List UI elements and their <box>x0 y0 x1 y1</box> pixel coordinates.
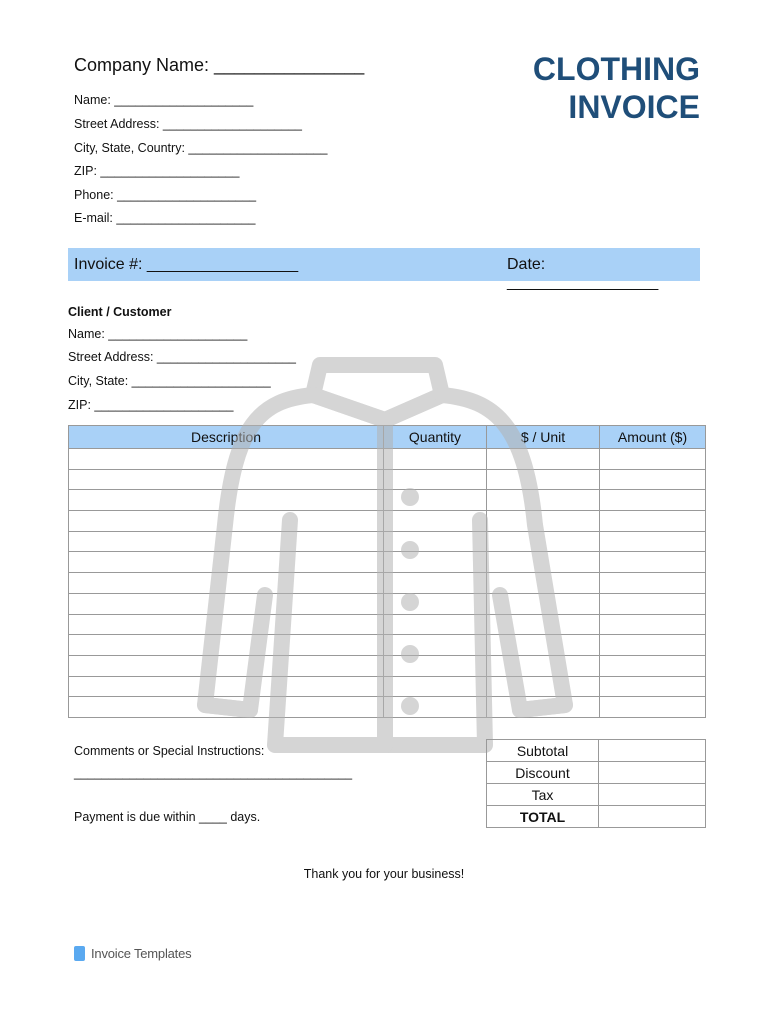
table-cell <box>600 697 706 718</box>
shirt-watermark-icon <box>180 345 590 765</box>
table-cell <box>600 655 706 676</box>
client-zip-field: ZIP: ____________________ <box>68 398 234 412</box>
table-cell <box>600 593 706 614</box>
company-name-field: Company Name: _______________ <box>74 55 365 75</box>
column-header-amount: Amount ($) <box>600 426 706 449</box>
table-cell <box>600 573 706 594</box>
table-cell <box>600 449 706 470</box>
tax-value <box>599 784 706 806</box>
email-field: E-mail: ____________________ <box>74 211 256 225</box>
discount-value <box>599 762 706 784</box>
invoice-number-field: Invoice #: _________________ <box>74 256 299 273</box>
date-field: Date: _________________ <box>507 256 659 291</box>
client-name-field: Name: ____________________ <box>68 327 248 341</box>
subtotal-label: Subtotal <box>487 740 599 762</box>
comments-label: Comments or Special Instructions: <box>74 744 265 758</box>
totals-table <box>486 739 706 828</box>
invoice-info-band <box>68 248 700 291</box>
thank-you-note: Thank you for your business! <box>303 867 465 881</box>
zip-field: ZIP: ____________________ <box>74 164 240 178</box>
city-state-country-field: City, State, Country: ____________________ <box>74 141 328 155</box>
table-cell <box>600 490 706 511</box>
table-cell <box>600 552 706 573</box>
title-line-1: CLOTHING <box>532 51 700 87</box>
table-cell <box>600 676 706 697</box>
title-line-2: INVOICE <box>568 89 700 125</box>
invoice-title <box>533 50 700 126</box>
table-cell <box>600 614 706 635</box>
total-label: TOTAL <box>487 806 599 828</box>
column-header-quantity: Quantity <box>384 426 487 449</box>
tax-label: Tax <box>487 784 599 806</box>
street-address-field: Street Address: ____________________ <box>74 117 302 131</box>
table-cell <box>600 531 706 552</box>
subtotal-value <box>599 740 706 762</box>
phone-field: Phone: ____________________ <box>74 188 257 202</box>
document-icon <box>74 946 85 961</box>
discount-label: Discount <box>487 762 599 784</box>
name-field: Name: ____________________ <box>74 93 254 107</box>
table-cell <box>600 635 706 656</box>
client-heading: Client / Customer <box>68 305 172 319</box>
comments-line: ________________________________________ <box>74 766 353 780</box>
client-street-field: Street Address: ____________________ <box>68 350 296 364</box>
table-cell <box>600 469 706 490</box>
table-cell <box>600 511 706 532</box>
payment-terms: Payment is due within ____ days. <box>74 810 261 824</box>
brand-logo-text: Invoice Templates <box>91 946 192 961</box>
column-header-description: Description <box>69 426 384 449</box>
total-value <box>599 806 706 828</box>
column-header-unit-price: $ / Unit <box>487 426 600 449</box>
client-city-state-field: City, State: ____________________ <box>68 374 271 388</box>
